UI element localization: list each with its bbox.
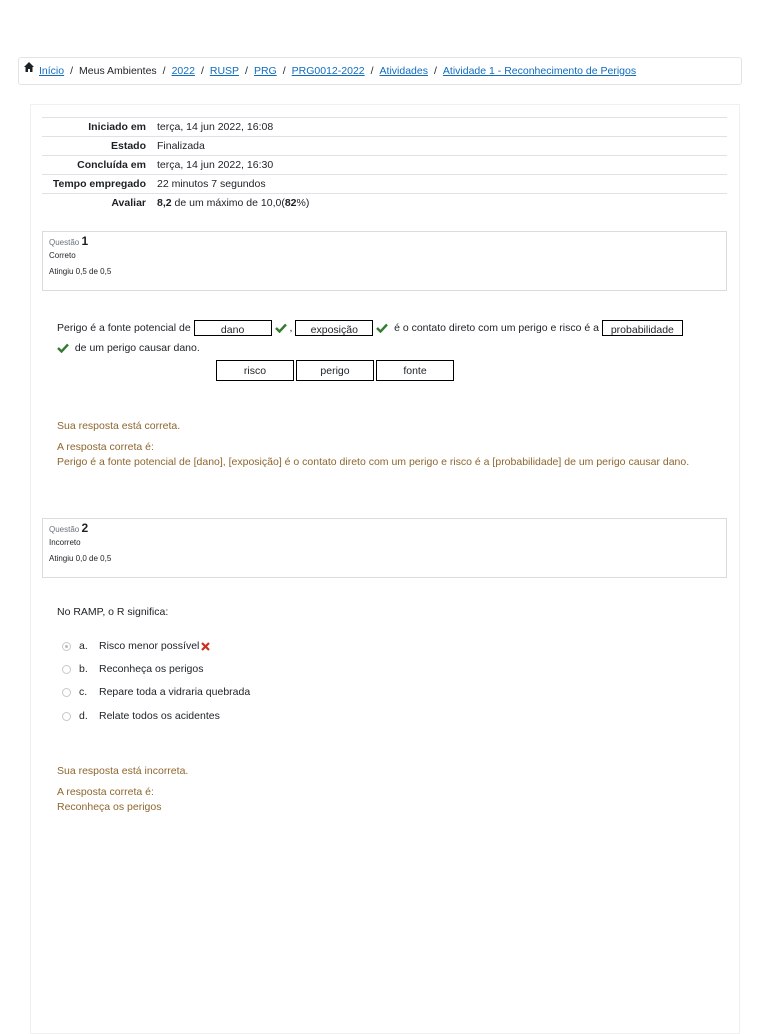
breadcrumb-separator: /: [282, 65, 286, 77]
grade-score: 8,2: [157, 197, 172, 209]
radio-b[interactable]: [62, 665, 71, 674]
feedback-right-label: A resposta correta é:: [57, 786, 154, 798]
question-label: Questão: [49, 238, 80, 247]
feedback-right-answer: Reconheça os perigos: [57, 801, 162, 813]
choice-text: Risco menor possível: [99, 640, 200, 652]
question-status: Correto: [49, 251, 76, 260]
question-mark: Atingiu 0,0 de 0,5: [49, 554, 112, 563]
drag-item-risco[interactable]: risco: [216, 360, 294, 381]
choice-text: Reconheça os perigos: [99, 663, 204, 675]
choice-b[interactable]: [62, 663, 203, 675]
feedback-right-answer: Perigo é a fonte potencial de [dano], [exposição] é o contato direto com um perigo e risco é a [probabilidade] de um perigo causar dano.: [57, 456, 690, 468]
state-label: Estado: [110, 140, 146, 152]
drop-zone-1[interactable]: dano: [194, 320, 272, 336]
grade-mid: de um máximo de 10,0(: [171, 197, 285, 209]
feedback-status: Sua resposta está correta.: [57, 420, 181, 432]
breadcrumb-separator: /: [370, 65, 374, 77]
breadcrumb-atividade-1[interactable]: Atividade 1 - Reconhecimento de Perigos: [442, 65, 637, 77]
q1-text-part-3: de um perigo causar dano.: [74, 342, 200, 354]
completed-value: terça, 14 jun 2022, 16:30: [157, 159, 274, 171]
drop-zone-2[interactable]: exposição: [295, 320, 373, 336]
q1-comma: ,: [289, 322, 293, 334]
started-value: terça, 14 jun 2022, 16:08: [157, 121, 274, 133]
breadcrumb-2022[interactable]: 2022: [171, 65, 195, 77]
q1-text-part-1: Perigo é a fonte potencial de: [57, 322, 191, 334]
breadcrumb-meus-ambientes: Meus Ambientes: [79, 65, 157, 77]
choice-letter: a.: [79, 640, 88, 652]
drop-zone-3[interactable]: probabilidade: [602, 320, 683, 336]
radio-c[interactable]: [62, 688, 71, 697]
time-value: 22 minutos 7 segundos: [157, 178, 266, 190]
question-mark: Atingiu 0,5 de 0,5: [49, 267, 112, 276]
question-number: 2: [81, 521, 89, 535]
check-icon: [376, 323, 388, 333]
question-1-feedback: [57, 419, 707, 470]
drag-item-fonte[interactable]: fonte: [376, 360, 454, 381]
question-status: Incorreto: [49, 538, 81, 547]
breadcrumb-separator: /: [200, 65, 204, 77]
attempt-summary-table: [42, 117, 727, 212]
completed-label: Concluída em: [77, 159, 146, 171]
question-1-text: [57, 318, 717, 358]
choice-text: Repare toda a vidraria quebrada: [99, 686, 251, 698]
feedback-right-label: A resposta correta é:: [57, 441, 154, 453]
choice-letter: c.: [79, 686, 88, 698]
state-value: Finalizada: [157, 140, 205, 152]
choice-letter: d.: [79, 710, 88, 722]
q1-text-part-2: é o contato direto com um perigo e risco é a: [394, 322, 599, 334]
grade-label: Avaliar: [111, 197, 146, 209]
radio-a[interactable]: [62, 642, 71, 651]
grade-percent: 82: [284, 197, 297, 209]
choice-a[interactable]: [62, 640, 210, 652]
question-label: Questão: [49, 525, 80, 534]
breadcrumb-atividades[interactable]: Atividades: [379, 65, 428, 77]
grade-value: [152, 194, 727, 213]
question-number: 1: [81, 234, 89, 248]
question-2-feedback: [57, 764, 707, 815]
check-icon: [57, 343, 69, 353]
choice-d[interactable]: [62, 710, 220, 722]
started-label: Iniciado em: [88, 121, 146, 133]
breadcrumb-separator: /: [70, 65, 74, 77]
breadcrumb-course[interactable]: PRG0012-2022: [291, 65, 365, 77]
drag-options: [216, 360, 454, 381]
check-icon: [275, 323, 287, 333]
breadcrumb-separator: /: [162, 65, 166, 77]
breadcrumb: [18, 57, 742, 85]
breadcrumb-prg[interactable]: PRG: [253, 65, 277, 77]
breadcrumb-separator: /: [245, 65, 248, 77]
drag-item-perigo[interactable]: perigo: [296, 360, 374, 381]
radio-d[interactable]: [62, 712, 71, 721]
feedback-status: Sua resposta está incorreta.: [57, 765, 189, 777]
grade-end: %): [296, 197, 310, 209]
breadcrumb-rusp[interactable]: RUSP: [209, 65, 240, 77]
breadcrumb-separator: /: [434, 65, 437, 77]
question-2-prompt: No RAMP, o R significa:: [57, 606, 169, 618]
choice-letter: b.: [79, 663, 88, 675]
time-label: Tempo empregado: [52, 178, 146, 190]
question-1-info: [42, 231, 727, 291]
question-2-info: [42, 518, 727, 578]
choice-text: Relate todos os acidentes: [99, 710, 220, 722]
home-icon: [23, 61, 35, 73]
cross-icon: [201, 642, 210, 651]
breadcrumb-inicio[interactable]: Início: [39, 65, 65, 77]
choice-c[interactable]: [62, 686, 250, 698]
